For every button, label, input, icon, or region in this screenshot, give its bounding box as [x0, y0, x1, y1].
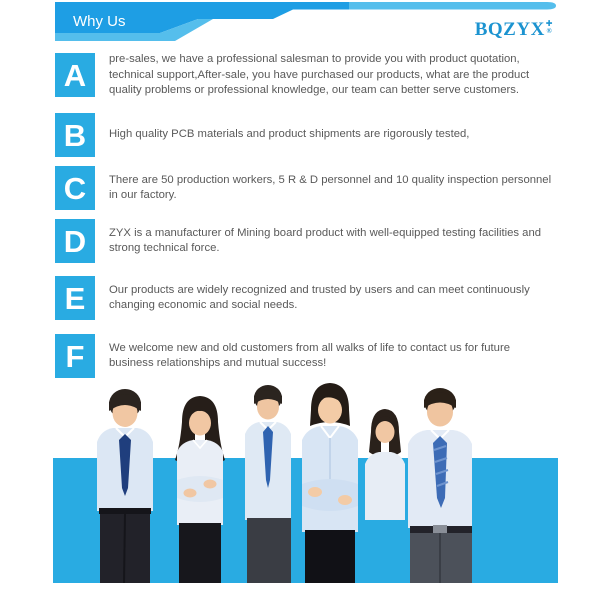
feature-row-b [55, 113, 555, 157]
feature-text-c: There are 50 production workers, 5 R & D personnel and 10 quality inspection personnel in our factory. [109, 173, 552, 201]
person-woman-center [302, 383, 358, 583]
banner-top-strip [349, 2, 556, 10]
feature-text-e: Our products are widely recognized and trusted by users and can meet continuously changing economic and social needs. [109, 283, 530, 311]
feature-text-a: pre-sales, we have a professional salesman to provide you with product quotation, technical support,After-sale, you have purchased our products, what are the product quality problems or professional knowledge, our team can better serve customers. [109, 53, 530, 96]
person-man-back [245, 385, 291, 583]
person-man-right [408, 388, 472, 583]
letter-badge-e: E [55, 276, 95, 320]
person-woman-left [175, 396, 225, 583]
brand-logo-marks [546, 20, 553, 35]
page-title: Why Us [73, 13, 126, 30]
feature-text-b: High quality PCB materials and product shipments are rigorously tested, [109, 128, 470, 141]
feature-row-f [55, 334, 555, 378]
team-photo [53, 380, 558, 583]
feature-row-e [55, 276, 555, 320]
registered-trademark-icon: ® [546, 27, 553, 35]
brand-logo [475, 20, 553, 39]
feature-row-a [55, 52, 555, 99]
feature-text-f: We welcome new and old customers from all walks of life to contact us for future business relationships and mutual success! [109, 341, 511, 369]
letter-badge-c: C [55, 166, 95, 210]
feature-text-d: ZYX is a manufacturer of Mining board product with well-equipped testing facilities and strong technical force. [109, 226, 542, 254]
feature-row-d [55, 219, 555, 263]
letter-badge-d: D [55, 219, 95, 263]
letter-badge-b: B [55, 113, 95, 157]
feature-row-c [55, 166, 555, 210]
brand-logo-text: BQZYX [474, 19, 545, 40]
person-woman-back [365, 409, 405, 520]
person-man-left [97, 389, 153, 583]
plus-star-icon: ✚ [545, 19, 553, 28]
letter-badge-f: F [55, 334, 95, 378]
team-photo-graphic [53, 380, 558, 583]
letter-badge-a: A [55, 53, 95, 97]
